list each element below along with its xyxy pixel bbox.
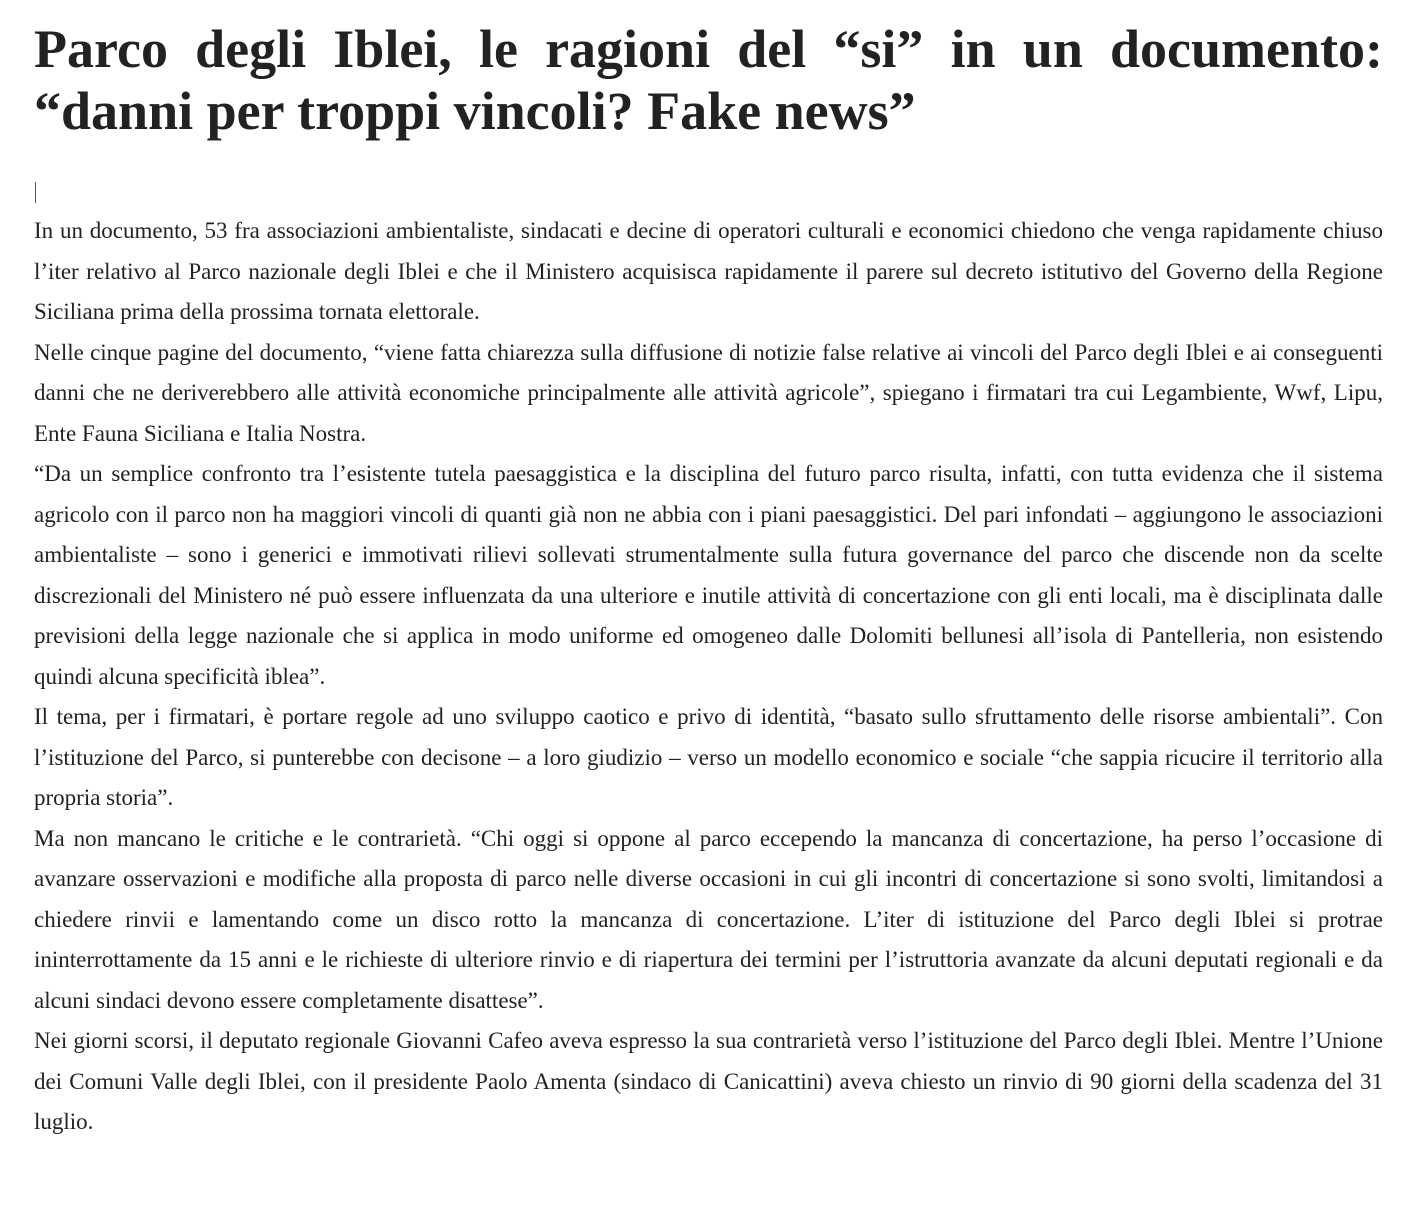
paragraph-3: “Da un semplice confronto tra l’esistente tutela paesaggistica e la disciplina del futuro parco risulta, infatti, con tutta evidenza che il sistema agricolo con il parco non ha maggiori vincoli di quanti già non ne abbia con i piani paesaggistici. Del pari infondati – aggiungono le associazioni ambientaliste – sono i generici e immotivati rilievi sollevati strumentalmente sulla futura governance del parco che discende non da scelte discrezionali del Ministero né può essere influenzata da una ulteriore e inutile attività di concertazione con gli enti locali, ma è disciplinata dalle previsioni della legge nazionale che si applica in modo uniforme ed omogeneo dalle Dolomiti bellunesi all’isola di Pantelleria, non esistendo quindi alcuna specificità iblea”. (34, 461, 1383, 689)
paragraph-1: In un documento, 53 fra associazioni ambientaliste, sindacati e decine di operatori culturali e economici chiedono che venga rapidamente chiuso l’iter relativo al Parco nazionale degli Iblei e che il Ministero acquisisca rapidamente il parere sul decreto istitutivo del Governo della Regione Siciliana prima della prossima tornata elettorale. (34, 218, 1383, 324)
paragraph-2: Nelle cinque pagine del documento, “viene fatta chiarezza sulla diffusione di notizie false relative ai vincoli del Parco degli Iblei e ai conseguenti danni che ne deriverebbero alle attività economiche principalmente alle attività agricole”, spiegano i firmatari tra cui Legambiente, Wwf, Lipu, Ente Fauna Siciliana e Italia Nostra. (34, 339, 1383, 446)
article (34, 18, 1383, 1143)
paragraph-4: Il tema, per i firmatari, è portare regole ad uno sviluppo caotico e privo di identità, “basato sullo sfruttamento delle risorse ambientali”. Con l’istituzione del Parco, si punterebbe con decisone – a loro giudizio – verso un modello economico e sociale “che sappia ricucire il territorio alla propria storia”. (34, 704, 1383, 810)
article-body (34, 211, 1383, 1143)
paragraph-6: Nei giorni scorsi, il deputato regionale Giovanni Cafeo aveva espresso la sua contrarietà verso l’istituzione del Parco degli Iblei. Mentre l’Unione dei Comuni Valle degli Iblei, con il presidente Paolo Amenta (sindaco di Canicattini) aveva chiesto un rinvio di 90 giorni della scadenza del 31 luglio. (34, 1028, 1383, 1134)
text-cursor (35, 182, 36, 203)
paragraph-5: Ma non mancano le critiche e le contrarietà. “Chi oggi si oppone al parco eccependo la mancanza di concertazione, ha perso l’occasione di avanzare osservazioni e modifiche alla proposta di parco nelle diverse occasioni in cui gli incontri di concertazione si sono svolti, limitandosi a chiedere rinvii e lamentando come un disco rotto la mancanza di concertazione. L’iter di istituzione del Parco degli Iblei si protrae ininterrottamente da 15 anni e le richieste di ulteriore rinvio e di riapertura dei termini per l’istruttoria avanzate da alcuni deputati regionali e da alcuni sindaci devono essere completamente disattese”. (34, 825, 1383, 1013)
article-title: Parco degli Iblei, le ragioni del “si” in un documento: “danni per troppi vincoli? Fake news” (34, 19, 1383, 141)
